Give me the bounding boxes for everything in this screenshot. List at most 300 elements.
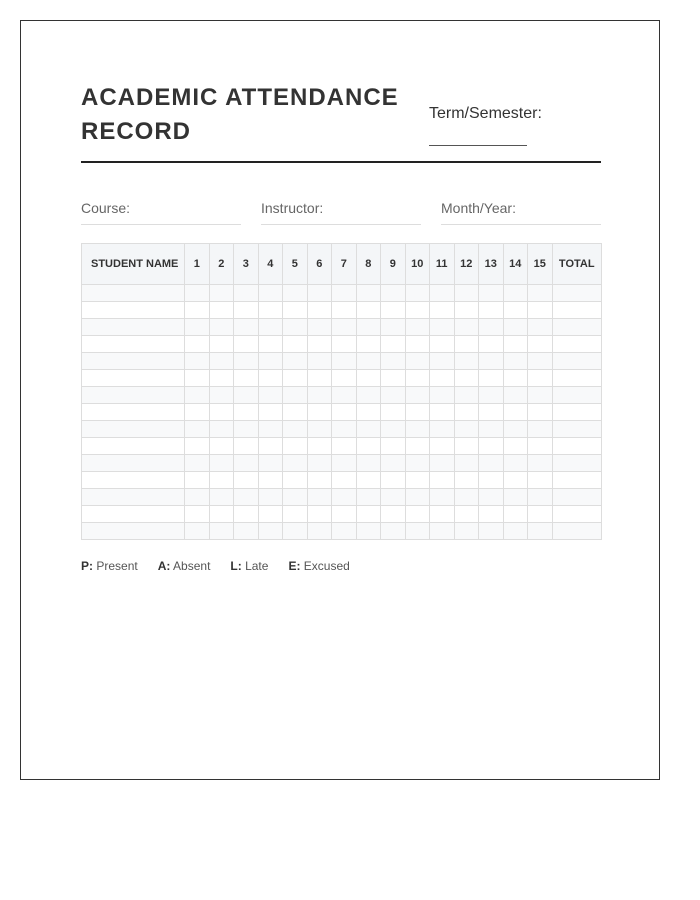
attendance-cell[interactable] bbox=[234, 523, 259, 540]
student-name-header: STUDENT NAME bbox=[82, 244, 185, 285]
attendance-cell[interactable] bbox=[503, 438, 528, 455]
attendance-cell[interactable] bbox=[405, 489, 430, 506]
total-cell[interactable] bbox=[552, 506, 602, 523]
attendance-cell[interactable] bbox=[479, 336, 504, 353]
legend-item bbox=[158, 559, 211, 573]
attendance-cell[interactable] bbox=[528, 472, 553, 489]
total-cell[interactable] bbox=[552, 472, 602, 489]
attendance-cell[interactable] bbox=[234, 370, 259, 387]
total-cell[interactable] bbox=[552, 489, 602, 506]
attendance-cell[interactable] bbox=[283, 353, 308, 370]
attendance-cell[interactable] bbox=[332, 472, 357, 489]
sheet-content bbox=[81, 81, 601, 573]
attendance-cell[interactable] bbox=[356, 489, 381, 506]
attendance-cell[interactable] bbox=[209, 302, 234, 319]
attendance-cell[interactable] bbox=[209, 319, 234, 336]
attendance-cell[interactable] bbox=[307, 523, 332, 540]
attendance-cell[interactable] bbox=[209, 353, 234, 370]
attendance-cell[interactable] bbox=[258, 455, 283, 472]
attendance-cell[interactable] bbox=[234, 336, 259, 353]
table-row bbox=[82, 285, 602, 302]
attendance-cell[interactable] bbox=[356, 438, 381, 455]
attendance-cell[interactable] bbox=[503, 285, 528, 302]
student-name-cell[interactable] bbox=[82, 472, 185, 489]
attendance-cell[interactable] bbox=[528, 506, 553, 523]
attendance-cell[interactable] bbox=[454, 523, 479, 540]
attendance-cell[interactable] bbox=[405, 302, 430, 319]
attendance-cell[interactable] bbox=[209, 506, 234, 523]
attendance-cell[interactable] bbox=[405, 404, 430, 421]
student-name-cell[interactable] bbox=[82, 438, 185, 455]
attendance-cell[interactable] bbox=[356, 387, 381, 404]
attendance-cell[interactable] bbox=[528, 353, 553, 370]
attendance-cell[interactable] bbox=[283, 404, 308, 421]
table-row bbox=[82, 438, 602, 455]
day-header: 8 bbox=[356, 244, 381, 285]
attendance-cell[interactable] bbox=[430, 319, 455, 336]
attendance-cell[interactable] bbox=[528, 489, 553, 506]
table-row bbox=[82, 489, 602, 506]
attendance-cell[interactable] bbox=[479, 421, 504, 438]
attendance-cell[interactable] bbox=[234, 506, 259, 523]
attendance-cell[interactable] bbox=[332, 285, 357, 302]
attendance-cell[interactable] bbox=[283, 285, 308, 302]
attendance-cell[interactable] bbox=[234, 387, 259, 404]
attendance-cell[interactable] bbox=[381, 387, 406, 404]
attendance-cell[interactable] bbox=[185, 302, 210, 319]
attendance-cell[interactable] bbox=[283, 455, 308, 472]
attendance-cell[interactable] bbox=[185, 387, 210, 404]
attendance-cell[interactable] bbox=[332, 421, 357, 438]
day-header: 6 bbox=[307, 244, 332, 285]
attendance-cell[interactable] bbox=[283, 421, 308, 438]
total-header: TOTAL bbox=[552, 244, 602, 285]
student-name-cell[interactable] bbox=[82, 489, 185, 506]
attendance-cell[interactable] bbox=[454, 404, 479, 421]
attendance-cell[interactable] bbox=[430, 285, 455, 302]
attendance-cell[interactable] bbox=[528, 387, 553, 404]
attendance-cell[interactable] bbox=[454, 285, 479, 302]
attendance-cell[interactable] bbox=[307, 336, 332, 353]
attendance-cell[interactable] bbox=[405, 472, 430, 489]
attendance-cell[interactable] bbox=[185, 370, 210, 387]
table-row bbox=[82, 302, 602, 319]
attendance-cell[interactable] bbox=[307, 489, 332, 506]
attendance-cell[interactable] bbox=[479, 523, 504, 540]
legend-key: A: bbox=[157, 559, 171, 573]
day-header: 15 bbox=[528, 244, 553, 285]
attendance-cell[interactable] bbox=[503, 387, 528, 404]
attendance-cell[interactable] bbox=[234, 455, 259, 472]
attendance-cell[interactable] bbox=[307, 472, 332, 489]
attendance-cell[interactable] bbox=[381, 319, 406, 336]
attendance-cell[interactable] bbox=[234, 285, 259, 302]
attendance-cell[interactable] bbox=[258, 302, 283, 319]
day-header: 12 bbox=[454, 244, 479, 285]
total-cell[interactable] bbox=[552, 438, 602, 455]
attendance-cell[interactable] bbox=[479, 455, 504, 472]
student-name-cell[interactable] bbox=[82, 336, 185, 353]
attendance-cell[interactable] bbox=[185, 336, 210, 353]
day-header: 1 bbox=[185, 244, 210, 285]
attendance-cell[interactable] bbox=[356, 285, 381, 302]
student-name-cell[interactable] bbox=[82, 370, 185, 387]
attendance-cell[interactable] bbox=[307, 302, 332, 319]
attendance-cell[interactable] bbox=[307, 353, 332, 370]
attendance-cell[interactable] bbox=[405, 506, 430, 523]
attendance-cell[interactable] bbox=[258, 336, 283, 353]
total-cell[interactable] bbox=[552, 336, 602, 353]
attendance-cell[interactable] bbox=[307, 370, 332, 387]
attendance-cell[interactable] bbox=[234, 489, 259, 506]
day-header: 4 bbox=[258, 244, 283, 285]
attendance-cell[interactable] bbox=[332, 523, 357, 540]
attendance-cell[interactable] bbox=[381, 472, 406, 489]
attendance-cell[interactable] bbox=[503, 336, 528, 353]
attendance-cell[interactable] bbox=[307, 285, 332, 302]
attendance-cell[interactable] bbox=[503, 370, 528, 387]
attendance-cell[interactable] bbox=[258, 472, 283, 489]
attendance-cell[interactable] bbox=[283, 438, 308, 455]
attendance-cell[interactable] bbox=[528, 455, 553, 472]
attendance-cell[interactable] bbox=[356, 506, 381, 523]
attendance-cell[interactable] bbox=[479, 438, 504, 455]
attendance-cell[interactable] bbox=[381, 455, 406, 472]
attendance-cell[interactable] bbox=[503, 489, 528, 506]
attendance-cell[interactable] bbox=[479, 319, 504, 336]
day-header: 7 bbox=[332, 244, 357, 285]
attendance-cell[interactable] bbox=[185, 455, 210, 472]
total-cell[interactable] bbox=[552, 387, 602, 404]
attendance-cell[interactable] bbox=[528, 285, 553, 302]
attendance-cell[interactable] bbox=[430, 472, 455, 489]
attendance-cell[interactable] bbox=[528, 370, 553, 387]
attendance-cell[interactable] bbox=[503, 421, 528, 438]
legend-key: E: bbox=[288, 559, 301, 573]
total-cell[interactable] bbox=[552, 404, 602, 421]
attendance-cell[interactable] bbox=[209, 523, 234, 540]
table-row bbox=[82, 523, 602, 540]
attendance-cell[interactable] bbox=[503, 523, 528, 540]
attendance-cell[interactable] bbox=[283, 506, 308, 523]
attendance-cell[interactable] bbox=[479, 285, 504, 302]
day-header: 2 bbox=[209, 244, 234, 285]
attendance-cell[interactable] bbox=[503, 506, 528, 523]
attendance-cell[interactable] bbox=[332, 353, 357, 370]
total-cell[interactable] bbox=[552, 285, 602, 302]
attendance-cell[interactable] bbox=[454, 336, 479, 353]
attendance-cell[interactable] bbox=[234, 302, 259, 319]
attendance-cell[interactable] bbox=[283, 387, 308, 404]
course-field[interactable] bbox=[81, 199, 241, 225]
attendance-cell[interactable] bbox=[209, 370, 234, 387]
total-cell[interactable] bbox=[552, 523, 602, 540]
day-header: 5 bbox=[283, 244, 308, 285]
instructor-field[interactable] bbox=[261, 199, 421, 225]
total-cell[interactable] bbox=[552, 421, 602, 438]
attendance-cell[interactable] bbox=[381, 506, 406, 523]
attendance-cell[interactable] bbox=[307, 387, 332, 404]
attendance-cell[interactable] bbox=[356, 421, 381, 438]
course-label: Course: bbox=[81, 200, 131, 216]
attendance-cell[interactable] bbox=[209, 455, 234, 472]
attendance-cell[interactable] bbox=[405, 438, 430, 455]
attendance-cell[interactable] bbox=[454, 319, 479, 336]
attendance-cell[interactable] bbox=[185, 523, 210, 540]
attendance-cell[interactable] bbox=[185, 421, 210, 438]
attendance-cell[interactable] bbox=[454, 387, 479, 404]
attendance-cell[interactable] bbox=[209, 489, 234, 506]
attendance-cell[interactable] bbox=[283, 370, 308, 387]
student-name-cell[interactable] bbox=[82, 353, 185, 370]
table-row bbox=[82, 404, 602, 421]
attendance-cell[interactable] bbox=[332, 302, 357, 319]
attendance-cell[interactable] bbox=[185, 353, 210, 370]
attendance-cell[interactable] bbox=[430, 302, 455, 319]
attendance-cell[interactable] bbox=[332, 438, 357, 455]
attendance-cell[interactable] bbox=[258, 285, 283, 302]
attendance-cell[interactable] bbox=[405, 455, 430, 472]
table-row bbox=[82, 387, 602, 404]
attendance-cell[interactable] bbox=[356, 472, 381, 489]
attendance-cell[interactable] bbox=[307, 319, 332, 336]
attendance-cell[interactable] bbox=[430, 438, 455, 455]
attendance-cell[interactable] bbox=[209, 336, 234, 353]
legend-key: L: bbox=[230, 559, 242, 573]
student-name-cell[interactable] bbox=[82, 285, 185, 302]
attendance-sheet bbox=[20, 20, 660, 780]
attendance-cell[interactable] bbox=[405, 370, 430, 387]
month-year-field[interactable] bbox=[441, 199, 601, 225]
attendance-cell[interactable] bbox=[258, 353, 283, 370]
attendance-cell[interactable] bbox=[479, 472, 504, 489]
document-title: ACADEMIC ATTENDANCE RECORD bbox=[81, 84, 399, 145]
attendance-cell[interactable] bbox=[454, 353, 479, 370]
attendance-cell[interactable] bbox=[430, 455, 455, 472]
table-row bbox=[82, 472, 602, 489]
total-cell[interactable] bbox=[552, 302, 602, 319]
attendance-cell[interactable] bbox=[234, 319, 259, 336]
attendance-cell[interactable] bbox=[528, 438, 553, 455]
total-cell[interactable] bbox=[552, 319, 602, 336]
attendance-cell[interactable] bbox=[234, 353, 259, 370]
attendance-cell[interactable] bbox=[430, 353, 455, 370]
attendance-cell[interactable] bbox=[258, 421, 283, 438]
attendance-cell[interactable] bbox=[356, 523, 381, 540]
term-semester-field[interactable] bbox=[429, 145, 527, 146]
attendance-cell[interactable] bbox=[528, 421, 553, 438]
attendance-cell[interactable] bbox=[258, 387, 283, 404]
attendance-cell[interactable] bbox=[356, 302, 381, 319]
attendance-cell[interactable] bbox=[479, 370, 504, 387]
attendance-cell[interactable] bbox=[332, 455, 357, 472]
table-row bbox=[82, 370, 602, 387]
attendance-cell[interactable] bbox=[503, 472, 528, 489]
attendance-cell[interactable] bbox=[332, 506, 357, 523]
attendance-cell[interactable] bbox=[405, 336, 430, 353]
attendance-cell[interactable] bbox=[503, 455, 528, 472]
attendance-cell[interactable] bbox=[283, 489, 308, 506]
attendance-cell[interactable] bbox=[479, 404, 504, 421]
attendance-cell[interactable] bbox=[479, 302, 504, 319]
attendance-cell[interactable] bbox=[430, 421, 455, 438]
attendance-legend bbox=[81, 559, 370, 573]
total-cell[interactable] bbox=[552, 353, 602, 370]
attendance-cell[interactable] bbox=[381, 285, 406, 302]
attendance-cell[interactable] bbox=[258, 438, 283, 455]
attendance-cell[interactable] bbox=[381, 421, 406, 438]
attendance-cell[interactable] bbox=[430, 506, 455, 523]
student-name-cell[interactable] bbox=[82, 319, 185, 336]
attendance-cell[interactable] bbox=[307, 506, 332, 523]
attendance-cell[interactable] bbox=[356, 370, 381, 387]
total-cell[interactable] bbox=[552, 370, 602, 387]
attendance-cell[interactable] bbox=[503, 353, 528, 370]
attendance-cell[interactable] bbox=[430, 387, 455, 404]
attendance-cell[interactable] bbox=[381, 370, 406, 387]
attendance-cell[interactable] bbox=[258, 404, 283, 421]
attendance-cell[interactable] bbox=[454, 455, 479, 472]
attendance-cell[interactable] bbox=[258, 506, 283, 523]
attendance-cell[interactable] bbox=[234, 421, 259, 438]
attendance-cell[interactable] bbox=[234, 438, 259, 455]
attendance-cell[interactable] bbox=[454, 506, 479, 523]
student-name-cell[interactable] bbox=[82, 302, 185, 319]
attendance-cell[interactable] bbox=[479, 387, 504, 404]
attendance-cell[interactable] bbox=[405, 387, 430, 404]
attendance-cell[interactable] bbox=[430, 404, 455, 421]
attendance-cell[interactable] bbox=[185, 438, 210, 455]
legend-key: P: bbox=[81, 559, 93, 573]
attendance-cell[interactable] bbox=[430, 523, 455, 540]
attendance-cell[interactable] bbox=[332, 404, 357, 421]
day-header: 11 bbox=[430, 244, 455, 285]
legend-text: Present bbox=[96, 559, 138, 573]
attendance-cell[interactable] bbox=[283, 302, 308, 319]
attendance-cell[interactable] bbox=[405, 523, 430, 540]
total-cell[interactable] bbox=[552, 455, 602, 472]
attendance-cell[interactable] bbox=[528, 302, 553, 319]
attendance-cell[interactable] bbox=[209, 472, 234, 489]
attendance-cell[interactable] bbox=[528, 404, 553, 421]
attendance-cell[interactable] bbox=[234, 472, 259, 489]
attendance-cell[interactable] bbox=[258, 370, 283, 387]
attendance-cell[interactable] bbox=[454, 438, 479, 455]
attendance-cell[interactable] bbox=[528, 523, 553, 540]
attendance-cell[interactable] bbox=[209, 285, 234, 302]
attendance-cell[interactable] bbox=[209, 421, 234, 438]
attendance-cell[interactable] bbox=[209, 404, 234, 421]
attendance-cell[interactable] bbox=[405, 353, 430, 370]
student-name-cell[interactable] bbox=[82, 387, 185, 404]
attendance-cell[interactable] bbox=[454, 302, 479, 319]
attendance-cell[interactable] bbox=[185, 285, 210, 302]
attendance-cell[interactable] bbox=[430, 370, 455, 387]
attendance-cell[interactable] bbox=[258, 523, 283, 540]
attendance-cell[interactable] bbox=[381, 489, 406, 506]
attendance-cell[interactable] bbox=[381, 336, 406, 353]
attendance-cell[interactable] bbox=[185, 404, 210, 421]
attendance-cell[interactable] bbox=[503, 319, 528, 336]
attendance-cell[interactable] bbox=[185, 319, 210, 336]
attendance-cell[interactable] bbox=[209, 387, 234, 404]
attendance-cell[interactable] bbox=[356, 319, 381, 336]
attendance-cell[interactable] bbox=[503, 302, 528, 319]
attendance-cell[interactable] bbox=[405, 285, 430, 302]
attendance-cell[interactable] bbox=[307, 438, 332, 455]
month-year-label: Month/Year: bbox=[441, 200, 516, 216]
attendance-cell[interactable] bbox=[356, 404, 381, 421]
attendance-cell[interactable] bbox=[332, 319, 357, 336]
attendance-cell[interactable] bbox=[283, 472, 308, 489]
day-header: 14 bbox=[503, 244, 528, 285]
attendance-cell[interactable] bbox=[185, 506, 210, 523]
student-name-cell[interactable] bbox=[82, 421, 185, 438]
legend-item bbox=[230, 559, 268, 573]
attendance-cell[interactable] bbox=[332, 489, 357, 506]
attendance-cell[interactable] bbox=[258, 319, 283, 336]
attendance-cell[interactable] bbox=[307, 455, 332, 472]
attendance-cell[interactable] bbox=[356, 353, 381, 370]
attendance-cell[interactable] bbox=[381, 404, 406, 421]
attendance-cell[interactable] bbox=[258, 489, 283, 506]
attendance-cell[interactable] bbox=[356, 455, 381, 472]
attendance-cell[interactable] bbox=[405, 319, 430, 336]
attendance-cell[interactable] bbox=[454, 370, 479, 387]
attendance-table bbox=[81, 243, 602, 540]
student-name-cell[interactable] bbox=[82, 404, 185, 421]
attendance-cell[interactable] bbox=[479, 489, 504, 506]
attendance-cell[interactable] bbox=[528, 319, 553, 336]
attendance-cell[interactable] bbox=[503, 404, 528, 421]
attendance-cell[interactable] bbox=[307, 421, 332, 438]
attendance-cell[interactable] bbox=[332, 387, 357, 404]
attendance-cell[interactable] bbox=[209, 438, 234, 455]
day-header: 13 bbox=[479, 244, 504, 285]
attendance-cell[interactable] bbox=[185, 472, 210, 489]
student-name-cell[interactable] bbox=[82, 523, 185, 540]
attendance-cell[interactable] bbox=[185, 489, 210, 506]
table-row bbox=[82, 319, 602, 336]
attendance-cell[interactable] bbox=[234, 404, 259, 421]
attendance-cell[interactable] bbox=[283, 319, 308, 336]
attendance-cell[interactable] bbox=[332, 370, 357, 387]
table-row bbox=[82, 421, 602, 438]
attendance-cell[interactable] bbox=[454, 472, 479, 489]
attendance-cell[interactable] bbox=[430, 336, 455, 353]
attendance-cell[interactable] bbox=[356, 336, 381, 353]
attendance-cell[interactable] bbox=[283, 523, 308, 540]
attendance-cell[interactable] bbox=[528, 336, 553, 353]
attendance-cell[interactable] bbox=[479, 506, 504, 523]
attendance-cell[interactable] bbox=[430, 489, 455, 506]
student-name-cell[interactable] bbox=[82, 455, 185, 472]
attendance-cell[interactable] bbox=[405, 421, 430, 438]
student-name-cell[interactable] bbox=[82, 506, 185, 523]
attendance-cell[interactable] bbox=[381, 353, 406, 370]
attendance-cell[interactable] bbox=[283, 336, 308, 353]
attendance-cell[interactable] bbox=[307, 404, 332, 421]
attendance-cell[interactable] bbox=[454, 421, 479, 438]
attendance-cell[interactable] bbox=[381, 438, 406, 455]
attendance-cell[interactable] bbox=[381, 523, 406, 540]
table-row bbox=[82, 353, 602, 370]
legend-text: Late bbox=[245, 559, 269, 573]
attendance-cell[interactable] bbox=[479, 353, 504, 370]
attendance-cell[interactable] bbox=[454, 489, 479, 506]
attendance-cell[interactable] bbox=[332, 336, 357, 353]
attendance-cell[interactable] bbox=[381, 302, 406, 319]
